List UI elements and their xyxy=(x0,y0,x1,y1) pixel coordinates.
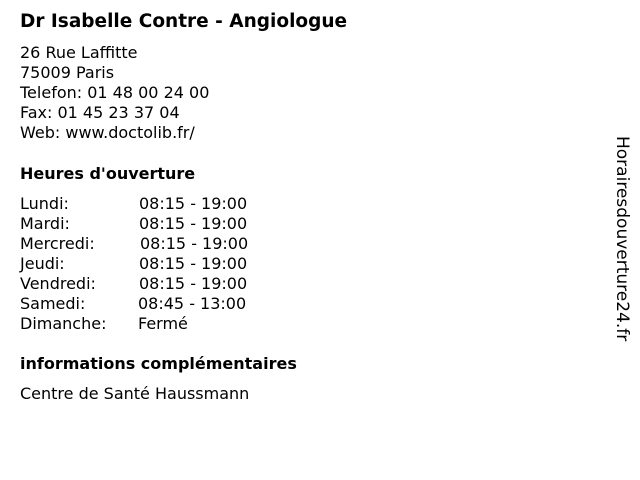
additional-info-heading: informations complémentaires xyxy=(20,354,297,373)
day-label: Vendredi: xyxy=(20,274,96,293)
additional-info-text: Centre de Santé Haussmann xyxy=(20,384,250,403)
website-link[interactable]: Web: www.doctolib.fr/ xyxy=(20,123,195,142)
hours-value: 08:15 - 19:00 xyxy=(139,274,248,293)
fax-number: Fax: 01 45 23 37 04 xyxy=(20,103,180,122)
hours-value: 08:15 - 19:00 xyxy=(140,234,249,253)
day-label: Mardi: xyxy=(20,214,70,233)
day-label: Mercredi: xyxy=(20,234,95,253)
opening-hours-heading: Heures d'ouverture xyxy=(20,164,196,183)
address-block xyxy=(20,43,209,143)
phone-number: Telefon: 01 48 00 24 00 xyxy=(20,83,210,102)
hours-value: 08:45 - 13:00 xyxy=(138,294,247,313)
hours-value: 08:15 - 19:00 xyxy=(139,194,248,213)
hours-value: 08:15 - 19:00 xyxy=(139,254,248,273)
day-label: Samedi: xyxy=(20,294,86,313)
day-label: Jeudi: xyxy=(20,254,65,273)
hours-value: 08:15 - 19:00 xyxy=(139,214,248,233)
site-watermark: Horairesdouverture24.fr xyxy=(612,136,632,342)
hours-value: Fermé xyxy=(138,314,188,333)
address-city: 75009 Paris xyxy=(20,63,115,82)
page-title: Dr Isabelle Contre - Angiologue xyxy=(20,11,348,32)
day-label: Dimanche: xyxy=(20,314,107,333)
address-street: 26 Rue Laffitte xyxy=(20,43,138,62)
day-label: Lundi: xyxy=(20,194,69,213)
